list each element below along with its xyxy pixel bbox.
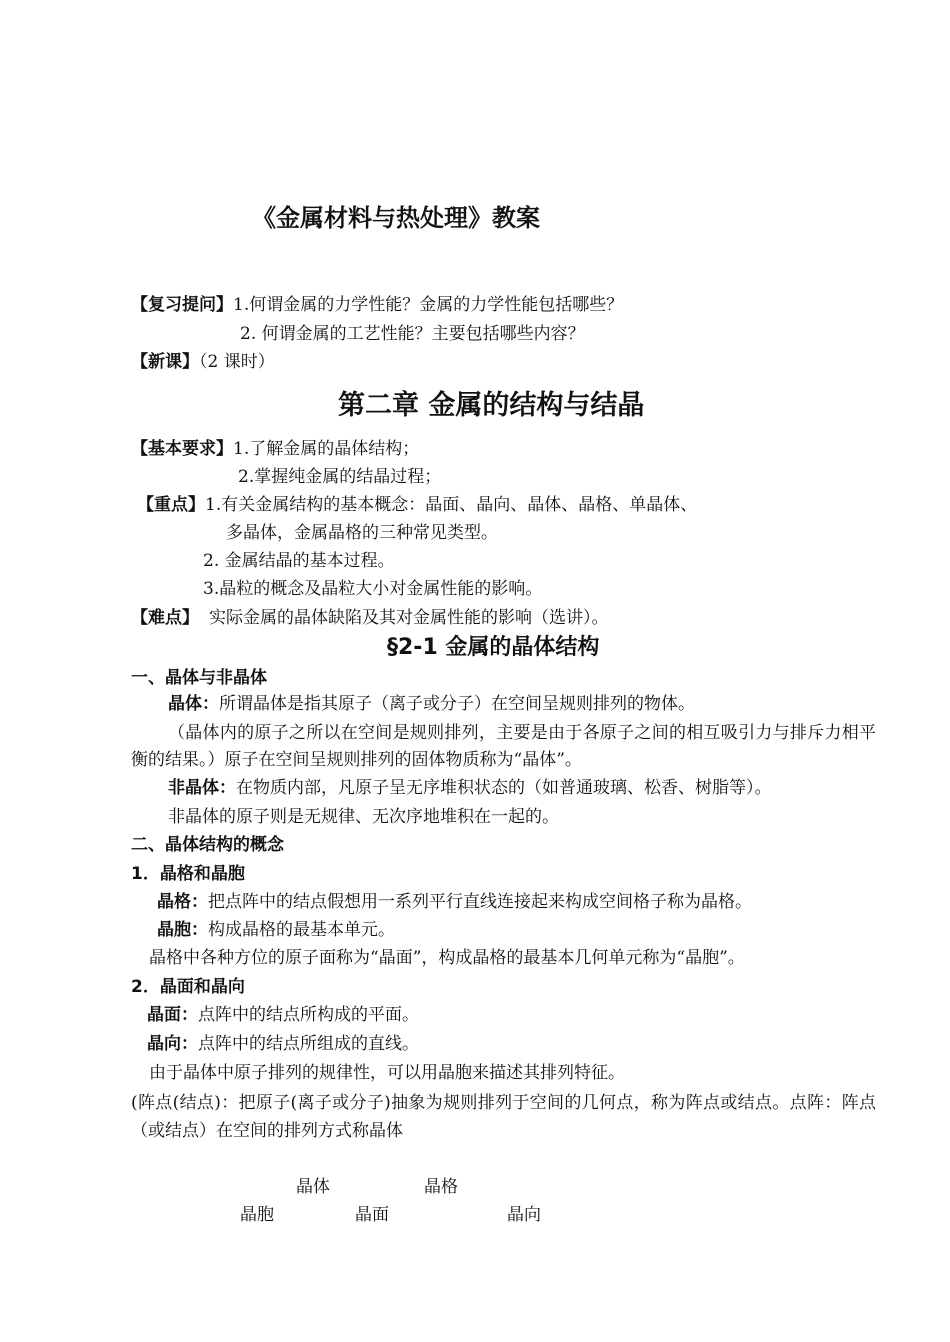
lattice-term: 晶格： xyxy=(157,892,208,912)
key-points-label: 【重点】 xyxy=(137,495,205,515)
figure-label-direction: 晶向 xyxy=(507,1205,541,1225)
amorphous-note: 非晶体的原子则是无规律、无次序地堆积在一起的。 xyxy=(168,807,559,827)
direction-definition xyxy=(147,1032,419,1056)
figure-label-plane: 晶面 xyxy=(355,1205,389,1225)
plane-def-text: 点阵中的结点所构成的平面。 xyxy=(198,1005,419,1025)
figure-label-crystal: 晶体 xyxy=(296,1177,330,1197)
plane-summary: 由于晶体中原子排列的规律性，可以用晶胞来描述其排列特征。 xyxy=(149,1063,625,1083)
part1-heading: 一、晶体与非晶体 xyxy=(131,668,267,688)
key-point-1 xyxy=(137,493,697,517)
part2-heading: 二、晶体结构的概念 xyxy=(131,835,284,855)
requirements-label: 【基本要求】 xyxy=(131,439,233,459)
requirement-1-text: 1.了解金属的晶体结构； xyxy=(233,439,420,459)
review-question-2: 2. 何谓金属的工艺性能？主要包括哪些内容？ xyxy=(240,324,585,344)
review-q1-text: 1.何谓金属的力学性能？金属的力学性能包括哪些？ xyxy=(233,295,624,315)
requirement-1 xyxy=(131,437,419,461)
direction-term: 晶向： xyxy=(147,1034,198,1054)
new-lesson-label: 【新课】 xyxy=(131,352,199,372)
direction-def-text: 点阵中的结点所组成的直线。 xyxy=(198,1034,419,1054)
subheading-plane-direction: 2．晶面和晶向 xyxy=(131,977,245,997)
section-title: §2-1 金属的晶体结构 xyxy=(387,635,600,660)
figure-label-cell: 晶胞 xyxy=(240,1205,274,1225)
lattice-point-note: (阵点(结点)：把原子(离子或分子)抽象为规则排列于空间的几何点，称为阵点或结点。点阵：阵点（或结点）在空间的排列方式称晶体 xyxy=(131,1093,876,1141)
amorphous-term: 非晶体： xyxy=(168,778,236,798)
new-lesson-text: （2 课时） xyxy=(199,352,275,372)
review-question-1 xyxy=(131,293,623,317)
cell-definition xyxy=(157,918,395,942)
amorphous-definition xyxy=(168,776,772,800)
subheading-lattice-cell: 1．晶格和晶胞 xyxy=(131,864,245,884)
chapter-title: 第二章 金属的结构与结晶 xyxy=(338,390,645,421)
new-lesson xyxy=(131,350,275,374)
review-label: 【复习提问】 xyxy=(131,295,233,315)
difficulty-text: 实际金属的晶体缺陷及其对金属性能的影响（选讲）。 xyxy=(209,608,609,628)
amorphous-def-text: 在物质内部，凡原子呈无序堆积状态的（如普通玻璃、松香、树脂等）。 xyxy=(236,778,772,798)
difficulty-label: 【难点】 xyxy=(131,608,199,628)
key-point-1-text: 1.有关金属结构的基本概念：晶面、晶向、晶体、晶格、单晶体、 xyxy=(205,495,698,515)
key-point-1-cont: 多晶体，金属晶格的三种常见类型。 xyxy=(226,523,498,543)
requirement-2: 2.掌握纯金属的结晶过程； xyxy=(238,467,442,487)
key-point-3: 3.晶粒的概念及晶粒大小对金属性能的影响。 xyxy=(203,579,543,599)
crystal-def-text: 所谓晶体是指其原子（离子或分子）在空间呈规则排列的物体。 xyxy=(219,694,695,714)
lattice-summary: 晶格中各种方位的原子面称为“晶面”，构成晶格的最基本几何单元称为“晶胞”。 xyxy=(149,948,745,968)
lattice-def-text: 把点阵中的结点假想用一系列平行直线连接起来构成空间格子称为晶格。 xyxy=(208,892,752,912)
figure-label-lattice: 晶格 xyxy=(424,1177,458,1197)
lattice-definition xyxy=(157,890,752,914)
cell-term: 晶胞： xyxy=(157,920,208,940)
crystal-note: （晶体内的原子之所以在空间是规则排列，主要是由于各原子之间的相互吸引力与排斥力相平衡的结果。）原子在空间呈规则排列的固体物质称为“晶体”。 xyxy=(131,723,876,770)
crystal-definition xyxy=(168,692,695,716)
plane-term: 晶面： xyxy=(147,1005,198,1025)
plane-definition xyxy=(147,1003,419,1027)
difficulty xyxy=(131,606,609,630)
crystal-term: 晶体： xyxy=(168,694,219,714)
cell-def-text: 构成晶格的最基本单元。 xyxy=(208,920,395,940)
document-title: 《金属材料与热处理》教案 xyxy=(252,204,540,232)
key-point-2: 2. 金属结晶的基本过程。 xyxy=(203,551,395,571)
